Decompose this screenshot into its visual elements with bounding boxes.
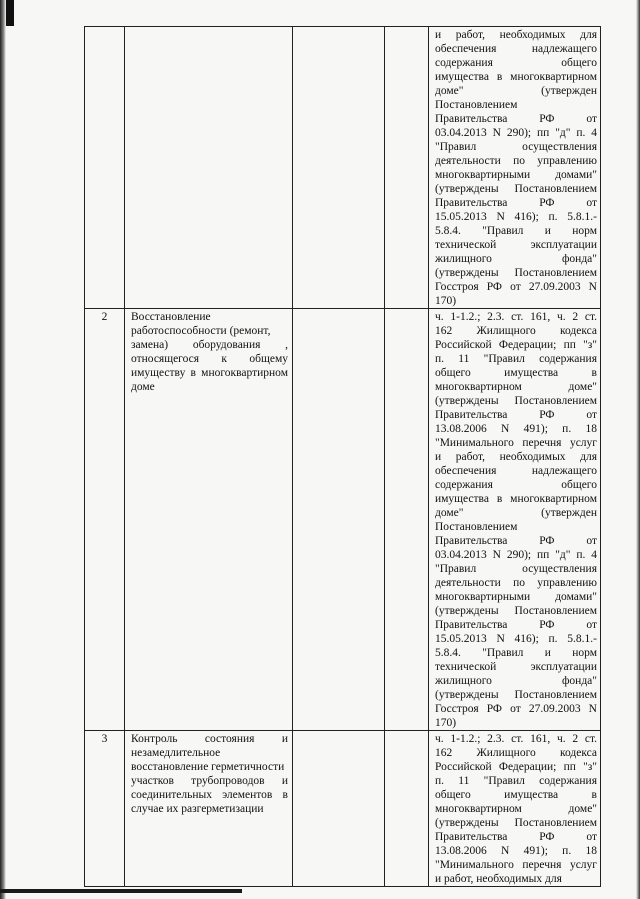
legal-basis-line: содержания общего <box>435 479 597 491</box>
legal-basis-line: Правительства РФ от <box>435 113 597 125</box>
row-number: 2 <box>85 309 125 731</box>
legal-basis-line: доме" (утвержден <box>435 85 597 97</box>
work-name-line: работоспособности (ремонт, <box>131 325 271 337</box>
legal-basis-line: обеспечения надлежащего <box>435 465 597 477</box>
legal-basis-line: Госстроя РФ от 27.09.2003 N <box>435 281 597 293</box>
legal-basis-line: (утверждены Постановлением <box>435 689 597 701</box>
work-name-line: замена) оборудования , <box>131 339 288 351</box>
legal-basis-line: доме" (утвержден <box>435 507 597 519</box>
legal-basis-line: Правительства РФ от <box>435 197 597 209</box>
requirements-table <box>84 26 601 887</box>
work-name-line: участков трубопроводов и <box>131 775 288 787</box>
legal-basis-line: содержания общего <box>435 57 597 69</box>
work-name-line: относящегося к общему <box>131 353 288 365</box>
legal-basis-line: "Правил осуществления <box>435 141 597 153</box>
empty-cell <box>385 27 429 309</box>
legal-basis-line: 162 Жилищного кодекса <box>435 325 597 337</box>
table-row <box>85 27 601 309</box>
scan-artifact-bottom-bar <box>0 889 242 893</box>
legal-basis-line: "Правил осуществления <box>435 563 597 575</box>
work-name-line: Восстановление <box>131 311 211 323</box>
legal-basis-line: Правительства РФ от <box>435 619 597 631</box>
legal-basis-line: многоквартирном доме" <box>435 803 597 815</box>
legal-basis-line: общего имущества в <box>435 367 597 379</box>
legal-basis-line: и работ, необходимых для <box>435 29 597 41</box>
legal-basis-line: жилищного фонда" <box>435 675 597 687</box>
empty-cell <box>385 731 429 887</box>
work-name-line: соединительных элементов в <box>131 789 288 801</box>
legal-basis-line: Постановлением <box>435 521 518 533</box>
legal-basis-cell <box>429 731 601 887</box>
work-name-cell <box>125 731 293 887</box>
legal-basis-line: 03.04.2013 N 290); пп "д" п. 4 <box>435 127 597 139</box>
empty-cell <box>293 309 385 731</box>
legal-basis-line: (утверждены Постановлением <box>435 605 597 617</box>
legal-basis-line: "Минимального перечня услуг <box>435 437 597 449</box>
legal-basis-line: и работ, необходимых для <box>435 873 562 885</box>
legal-basis-line: (утверждены Постановлением <box>435 395 597 407</box>
legal-basis-line: п. 11 "Правил содержания <box>435 353 597 365</box>
scan-artifact-left-edge <box>0 0 6 899</box>
legal-basis-line: 13.08.2006 N 491); п. 18 <box>435 423 597 435</box>
work-name-line: имуществу в многоквартирном <box>131 367 288 379</box>
legal-basis-line: Правительства РФ от <box>435 535 597 547</box>
legal-basis-line: многоквартирном доме" <box>435 381 597 393</box>
legal-basis-line: общего имущества в <box>435 789 597 801</box>
legal-basis-line: 03.04.2013 N 290); пп "д" п. 4 <box>435 549 597 561</box>
legal-basis-line: 170) <box>435 295 457 307</box>
legal-basis-line: имущества в многоквартирном <box>435 493 597 505</box>
legal-basis-line: 15.05.2013 N 416); п. 5.8.1.- <box>435 633 597 645</box>
work-name-cell <box>125 27 293 309</box>
scan-artifact-right-edge <box>636 0 640 899</box>
work-name-line: Контроль состояния и <box>131 733 288 745</box>
work-name-line: случае их разгерметизации <box>131 803 264 815</box>
legal-basis-line: "Минимального перечня услуг <box>435 859 597 871</box>
legal-basis-line: технической эксплуатации <box>435 661 597 673</box>
legal-basis-line: Госстроя РФ от 27.09.2003 N <box>435 703 597 715</box>
table-row <box>85 731 601 887</box>
legal-basis-line: (утверждены Постановлением <box>435 267 597 279</box>
row-number <box>85 27 125 309</box>
legal-basis-cell <box>429 27 601 309</box>
legal-basis-line: и работ, необходимых для <box>435 451 597 463</box>
legal-basis-line: п. 11 "Правил содержания <box>435 775 597 787</box>
legal-basis-line: деятельности по управлению <box>435 155 597 167</box>
work-name-line: доме <box>131 381 155 393</box>
legal-basis-line: многоквартирными домами" <box>435 169 597 181</box>
legal-basis-line: 162 Жилищного кодекса <box>435 747 597 759</box>
legal-basis-line: Российской Федерации; пп "з" <box>435 339 597 351</box>
legal-basis-line: 15.05.2013 N 416); п. 5.8.1.- <box>435 211 597 223</box>
legal-basis-line: (утверждены Постановлением <box>435 183 597 195</box>
legal-basis-line: технической эксплуатации <box>435 239 597 251</box>
legal-basis-line: жилищного фонда" <box>435 253 597 265</box>
legal-basis-line: 170) <box>435 717 457 729</box>
work-name-line: восстановление герметичности <box>131 761 285 773</box>
legal-basis-line: Постановлением <box>435 99 518 111</box>
work-name-cell <box>125 309 293 731</box>
legal-basis-line: 5.8.4. "Правил и норм <box>435 647 597 659</box>
legal-basis-line: многоквартирными домами" <box>435 591 597 603</box>
legal-basis-line: ч. 1-1.2.; 2.3. ст. 161, ч. 2 ст. <box>435 733 597 745</box>
empty-cell <box>293 731 385 887</box>
table-row <box>85 309 601 731</box>
legal-basis-line: (утверждены Постановлением <box>435 817 597 829</box>
legal-basis-line: 5.8.4. "Правил и норм <box>435 225 597 237</box>
work-name-line: незамедлительное <box>131 747 221 759</box>
legal-basis-line: Российской Федерации; пп "з" <box>435 761 597 773</box>
legal-basis-line: обеспечения надлежащего <box>435 43 597 55</box>
legal-basis-line: Правительства РФ от <box>435 831 597 843</box>
empty-cell <box>293 27 385 309</box>
legal-basis-line: деятельности по управлению <box>435 577 597 589</box>
legal-basis-line: имущества в многоквартирном <box>435 71 597 83</box>
legal-basis-cell <box>429 309 601 731</box>
legal-basis-line: Правительства РФ от <box>435 409 597 421</box>
empty-cell <box>385 309 429 731</box>
legal-basis-line: 13.08.2006 N 491); п. 18 <box>435 845 597 857</box>
legal-basis-line: ч. 1-1.2.; 2.3. ст. 161, ч. 2 ст. <box>435 311 597 323</box>
row-number: 3 <box>85 731 125 887</box>
